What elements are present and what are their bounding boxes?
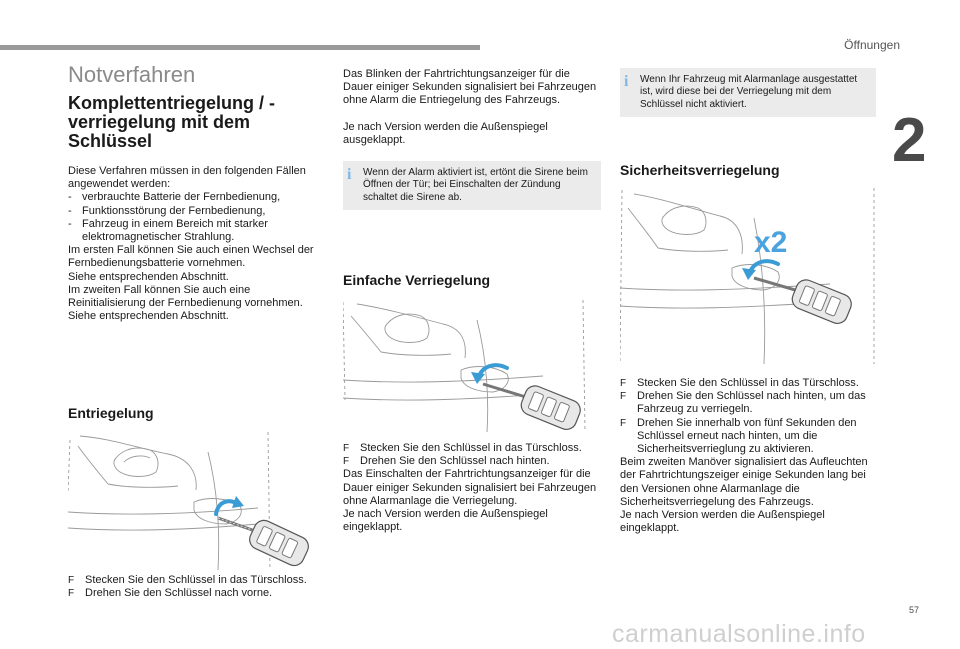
list-item bbox=[68, 205, 324, 218]
step-item bbox=[68, 574, 324, 587]
x2-label: x2 bbox=[754, 226, 788, 259]
list-marker: - bbox=[68, 217, 72, 230]
door-key-illustration bbox=[343, 300, 599, 432]
alarm-note bbox=[620, 68, 876, 117]
paragraph: Das Blinken der Fahrtrichtungsanzeiger für die Dauer einiger Sekunden signalisiert bei Fahrzeugen ohne Alarm die Entriegelung des Fahrzeugs. bbox=[343, 68, 597, 107]
paragraph: Je nach Version werden die Außenspiegel ausgeklappt. bbox=[343, 120, 548, 146]
step-item bbox=[343, 442, 601, 455]
deadlock-steps bbox=[620, 377, 876, 535]
lock-illustration bbox=[343, 300, 599, 432]
list-text: Funktionsstörung der Fernbedienung, bbox=[82, 204, 266, 217]
unlock-steps bbox=[68, 574, 324, 600]
info-icon: i bbox=[624, 73, 629, 90]
step-item bbox=[343, 455, 601, 468]
watermark: carmanualsonline.info bbox=[612, 620, 866, 648]
section-label: Öffnungen bbox=[844, 38, 900, 52]
paragraph: Je nach Version werden die Außenspiegel eingeklappt. bbox=[343, 508, 548, 534]
list-item bbox=[68, 218, 324, 244]
step-marker: F bbox=[68, 588, 75, 600]
column-3 bbox=[620, 68, 876, 117]
column-2 bbox=[343, 68, 601, 210]
list-text: verbrauchte Batterie der Fernbedienung, bbox=[82, 191, 281, 204]
door-key-illustration bbox=[68, 432, 323, 570]
step-text: Drehen Sie den Schlüssel nach hinten. bbox=[360, 455, 550, 468]
header-bar bbox=[0, 45, 480, 50]
step-marker: F bbox=[620, 391, 627, 403]
page-title: Notverfahren bbox=[68, 62, 196, 87]
step-text: Stecken Sie den Schlüssel in das Türschloss. bbox=[85, 574, 307, 586]
intro-paragraph: Diese Verfahren müssen in den folgenden Fällen angewendet werden: bbox=[68, 165, 306, 191]
lock-steps bbox=[343, 442, 601, 534]
page-number: 57 bbox=[909, 605, 920, 615]
door-key-illustration bbox=[620, 188, 876, 368]
paragraph: Je nach Version werden die Außenspiegel eingeklappt. bbox=[620, 509, 825, 535]
intro-text bbox=[68, 165, 324, 323]
section-heading: Komplettentriegelung / -verriegelung mit dem Schlüssel bbox=[68, 93, 275, 151]
col2-intro bbox=[343, 68, 601, 147]
key-fob-icon bbox=[518, 383, 583, 432]
paragraph: Das Einschalten der Fahrtrichtungsanzeiger für die Dauer einiger Sekunden signalisiert bei Fahrzeugen ohne Alarmanlage die Verriegelung. bbox=[343, 468, 597, 507]
step-item bbox=[620, 377, 876, 390]
deadlock-heading: Sicherheitsverriegelung bbox=[620, 162, 780, 178]
info-icon: i bbox=[347, 166, 352, 184]
paragraph: Siehe entsprechenden Abschnitt. bbox=[68, 270, 229, 283]
step-marker: F bbox=[68, 575, 75, 586]
paragraph: Im ersten Fall können Sie auch einen Wechsel der Fernbedienungsbatterie vornehmen. bbox=[68, 244, 314, 270]
step-text: Stecken Sie den Schlüssel in das Türschloss. bbox=[637, 377, 859, 389]
step-marker: F bbox=[620, 378, 627, 389]
deadlock-illustration bbox=[620, 188, 876, 368]
unlock-heading: Entriegelung bbox=[68, 405, 154, 421]
lock-heading: Einfache Verriegelung bbox=[343, 272, 491, 288]
step-text: Drehen Sie innerhalb von fünf Sekunden den Schlüssel erneut nach hinten, um die Sicherheitsverrieglung zu aktivieren. bbox=[637, 416, 857, 456]
column-1 bbox=[68, 62, 324, 323]
key-fob-icon bbox=[246, 517, 311, 569]
paragraph: Siehe entsprechenden Abschnitt. bbox=[68, 310, 229, 323]
step-text: Stecken Sie den Schlüssel in das Türschloss. bbox=[360, 442, 582, 454]
unlock-illustration bbox=[68, 432, 323, 570]
list-item bbox=[68, 191, 324, 204]
step-text: Drehen Sie den Schlüssel nach hinten, um das Fahrzeug zu verriegeln. bbox=[637, 390, 866, 416]
paragraph: Im zweiten Fall können Sie auch eine Reinitialisierung der Fernbedienung vornehmen. bbox=[68, 283, 303, 310]
alarm-note bbox=[343, 161, 601, 210]
chapter-number: 2 bbox=[892, 106, 927, 175]
step-item bbox=[68, 587, 324, 600]
list-marker: - bbox=[68, 191, 72, 204]
step-item bbox=[620, 390, 876, 416]
note-text: Wenn der Alarm aktiviert ist, ertönt die Sirene beim Öffnen der Tür; bei Einschalten der Zündung schaltet die Sirene ab. bbox=[363, 167, 588, 203]
step-item bbox=[620, 417, 876, 457]
step-text: Drehen Sie den Schlüssel nach vorne. bbox=[85, 587, 273, 600]
list-marker: - bbox=[68, 204, 72, 217]
list-text: Fahrzeug in einem Bereich mit starker elektromagnetischer Strahlung. bbox=[82, 217, 268, 244]
step-marker: F bbox=[620, 417, 627, 429]
step-marker: F bbox=[343, 443, 350, 454]
paragraph: Beim zweiten Manöver signalisiert das Aufleuchten der Fahrtrichtungszeiger einige Sekunden lang bei den Versionen ohne Alarmanlage die Sicherheitsverriegelung des Fahrzeugs. bbox=[620, 456, 868, 508]
step-marker: F bbox=[343, 456, 350, 468]
note-text: Wenn Ihr Fahrzeug mit Alarmanlage ausgestattet ist, wird diese bei der Verriegelung mit dem Schlüssel nicht aktiviert. bbox=[640, 74, 858, 110]
